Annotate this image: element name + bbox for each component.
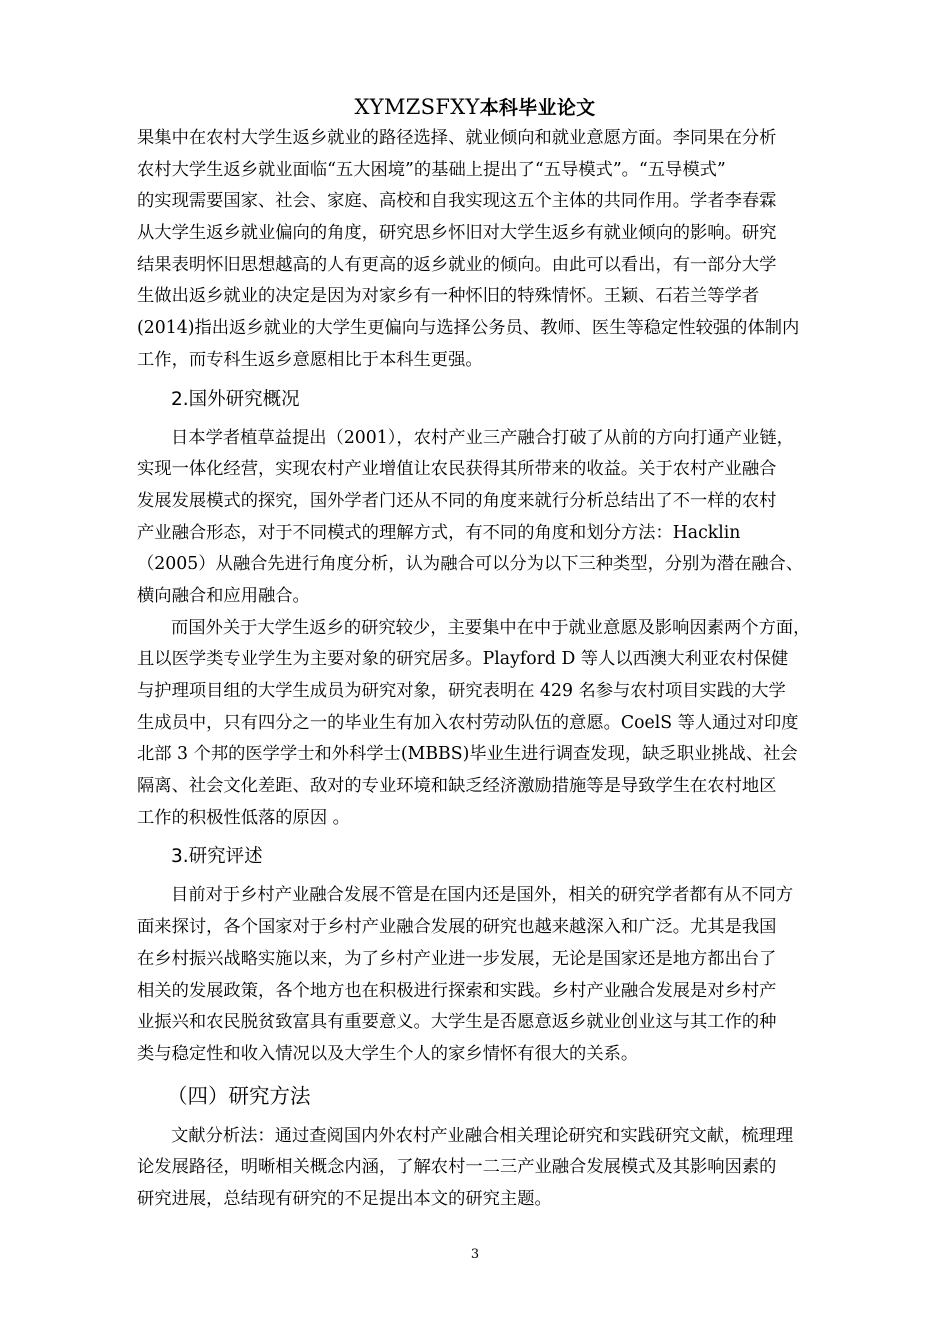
page-header — [0, 93, 950, 122]
text-line: 类与稳定性和收入情况以及大学生个人的家乡情怀有很大的关系。 — [137, 1043, 639, 1064]
text-line: 果集中在农村大学生返乡就业的路径选择、就业倾向和就业意愿方面。李同果在分析 — [137, 128, 777, 148]
text-line: 而国外关于大学生返乡的研究较少，主要集中在中于就业意愿及影响因素两个方面， — [171, 617, 811, 638]
text-line: （2005）从融合先进行角度分析，认为融合可以分为以下三种类型，分别为潜在融合、 — [137, 554, 804, 575]
text-line: 隔离、社会文化差距、敌对的专业环境和缺乏经济激励措施等是导致学生在农村地区 — [137, 776, 777, 797]
text-line: 实现一体化经营，实现农村产业增值让农民获得其所带来的收益。关于农村产业融合 — [137, 459, 777, 480]
text-line: 工作，而专科生返乡意愿相比于本科生更强。 — [137, 349, 483, 370]
body-text — [137, 123, 861, 1216]
text-line: 发展发展模式的探究，国外学者门还从不同的角度来就行分析总结出了不一样的农村 — [137, 490, 777, 511]
text-line: 业振兴和农民脱贫致富具有重要意义。大学生是否愿意返乡就业创业这与其工作的种 — [137, 1012, 777, 1033]
text-line: 横向融合和应用融合。 — [137, 585, 310, 606]
text-line: 研究进展，总结现有研究的不足提出本文的研究主题。 — [137, 1188, 552, 1209]
paragraph-foreign-1 — [137, 423, 861, 613]
text-line: 结果表明怀旧思想越高的人有更高的返乡就业的倾向。由此可以看出，有一部分大学 — [137, 254, 777, 275]
paragraph-review — [137, 880, 861, 1070]
text-line: 生成员中，只有四分之一的毕业生有加入农村劳动队伍的意愿。CoelS 等人通过对印度 — [137, 712, 799, 733]
text-line: 生做出返乡就业的决定是因为对家乡有一种怀旧的特殊情怀。王颖、石若兰等学者 — [137, 286, 760, 307]
paragraph-domestic-continued — [137, 123, 861, 377]
text-line: 的实现需要国家、社会、家庭、高校和自我实现这五个主体的共同作用。学者李春霖 — [137, 191, 777, 212]
section-heading-method: （四）研究方法 — [167, 1083, 311, 1108]
text-line: 与护理项目组的大学生成员为研究对象，研究表明在 429 名参与农村项目实践的大学 — [137, 681, 786, 701]
section-heading-review: 3.研究评述 — [171, 846, 263, 868]
text-line: (2014)指出返乡就业的大学生更偏向与选择公务员、教师、医生等稳定性较强的体制内 — [137, 318, 800, 339]
text-line: 目前对于乡村产业融合发展不管是在国内还是国外，相关的研究学者都有从不同方 — [171, 885, 794, 906]
paragraph-method — [137, 1121, 861, 1216]
text-line: 相关的发展政策，各个地方也在积极进行探索和实践。乡村产业融合发展是对乡村产 — [137, 980, 777, 1001]
paragraph-foreign-2 — [137, 613, 861, 835]
text-line: 工作的积极性低落的原因 。 — [137, 807, 350, 828]
text-line: 且以医学类专业学生为主要对象的研究居多。Playford D 等人以西澳大利亚农村保健 — [137, 649, 789, 670]
text-line: 从大学生返乡就业偏向的角度，研究思乡怀旧对大学生返乡有就业倾向的影响。研究 — [137, 223, 777, 244]
text-line: 日本学者植草益提出（2001），农村产业三产融合打破了从前的方向打通产业链， — [171, 427, 794, 448]
header-title: 本科毕业论文 — [479, 97, 596, 119]
page-number: 3 — [470, 1247, 480, 1262]
text-line: 文献分析法：通过查阅国内外农村产业融合相关理论研究和实践研究文献，梳理理 — [171, 1125, 794, 1146]
text-line: 农村大学生返乡就业面临“五大困境”的基础上提出了“五导模式”。“五导模式” — [137, 159, 726, 180]
section-heading-foreign: 2.国外研究概况 — [171, 388, 300, 410]
text-line: 在乡村振兴战略实施以来，为了乡村产业进一步发展，无论是国家还是地方都出台了 — [137, 948, 777, 969]
text-line: 北部 3 个邦的医学学士和外科学士(MBBS)毕业生进行调查发现，缺乏职业挑战、社会 — [137, 744, 798, 765]
header-prefix: XYMZSFXY — [354, 95, 480, 119]
text-line: 面来探讨，各个国家对于乡村产业融合发展的研究也越来越深入和广泛。尤其是我国 — [137, 917, 777, 938]
text-line: 产业融合形态，对于不同模式的理解方式，有不同的角度和划分方法：Hacklin — [137, 522, 741, 543]
text-line: 论发展路径，明晰相关概念内涵，了解农村一二三产业融合发展模式及其影响因素的 — [137, 1157, 777, 1178]
